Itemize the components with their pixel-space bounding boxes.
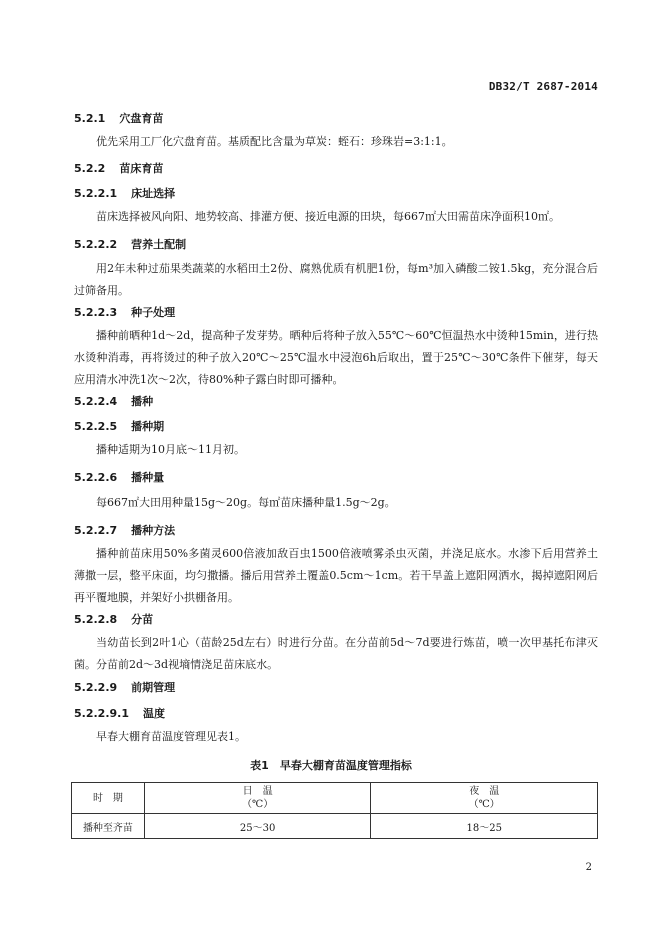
table-header-row xyxy=(72,783,598,814)
paragraph: 当幼苗长到2叶1心（苗龄25d左右）时进行分苗。在分苗前5d～7d要进行炼苗，喷一次甲基托布津灭菌。分苗前2d～3d视墒情浇足苗床底水。 xyxy=(74,636,598,671)
section-number: 5.2.2.8 xyxy=(74,613,118,626)
section-heading-5-2-2-7 xyxy=(74,523,598,539)
section-number: 5.2.2.7 xyxy=(74,524,118,537)
table-cell: 18～25 xyxy=(371,814,598,839)
section-heading-5-2-2-1 xyxy=(74,186,598,202)
section-title: 穴盘育苗 xyxy=(119,112,164,125)
section-number: 5.2.2 xyxy=(74,162,106,175)
section-number: 5.2.2.1 xyxy=(74,187,118,200)
section-title: 前期管理 xyxy=(131,681,176,694)
header-unit: （℃） xyxy=(468,799,500,810)
section-number: 5.2.2.6 xyxy=(74,471,118,484)
section-title: 播种期 xyxy=(131,420,165,433)
paragraph: 早春大棚育苗温度管理见表1。 xyxy=(96,730,246,743)
page-number: 2 xyxy=(585,862,592,873)
section-heading-5-2-2-2 xyxy=(74,237,598,253)
section-number: 5.2.1 xyxy=(74,112,106,125)
section-title: 床址选择 xyxy=(131,187,176,200)
header-label: 时 期 xyxy=(92,792,123,804)
paragraph: 每667㎡大田用种量15g～20g。每㎡苗床播种量1.5g～2g。 xyxy=(96,496,396,509)
section-heading-5-2-2-5 xyxy=(74,419,598,435)
table-caption: 表1 早春大棚育苗温度管理指标 xyxy=(250,759,412,772)
table-row xyxy=(72,814,598,839)
header-cell-period xyxy=(72,783,145,814)
header-cell-day-temp xyxy=(144,783,371,814)
section-number: 5.2.2.5 xyxy=(74,420,118,433)
section-number: 5.2.2.4 xyxy=(74,395,118,408)
section-heading-5-2-2-4 xyxy=(74,394,598,410)
document-code: DB32/T 2687-2014 xyxy=(488,80,598,93)
section-heading-5-2-2-3 xyxy=(74,305,598,321)
section-number: 5.2.2.3 xyxy=(74,306,118,319)
table-cell: 播种至齐苗 xyxy=(72,814,145,839)
section-title: 种子处理 xyxy=(131,306,176,319)
temperature-table xyxy=(71,782,598,839)
section-heading-5-2-1 xyxy=(74,111,598,127)
section-title: 播种量 xyxy=(131,471,165,484)
section-heading-5-2-2-9-1 xyxy=(74,706,598,722)
header-cell-night-temp xyxy=(371,783,598,814)
section-title: 温度 xyxy=(142,707,165,720)
section-title: 营养土配制 xyxy=(131,238,187,251)
paragraph: 播种适期为10月底～11月初。 xyxy=(96,443,245,456)
section-title: 分苗 xyxy=(131,613,154,626)
table-cell: 25～30 xyxy=(144,814,371,839)
section-number: 5.2.2.9.1 xyxy=(74,707,129,720)
header-label: 夜 温 xyxy=(469,786,500,797)
paragraph: 播种前苗床用50%多菌灵600倍液加敌百虫1500倍液喷雾杀虫灭菌，并浇足底水。水渗下后用营养土薄撒一层，整平床面，均匀撒播。播后用营养土覆盖0.5cm～1cm。若干旱盖上遮阳网洒水，揭掉遮阳网后再平覆地膜，并架好小拱棚备用。 xyxy=(74,547,598,604)
section-heading-5-2-2 xyxy=(74,161,598,177)
section-title: 苗床育苗 xyxy=(119,162,164,175)
header-unit: （℃） xyxy=(242,799,274,810)
section-title: 播种方法 xyxy=(131,524,176,537)
section-heading-5-2-2-8 xyxy=(74,612,598,628)
paragraph: 优先采用工厂化穴盘育苗。基质配比含量为草炭：蛭石：珍珠岩=3:1:1。 xyxy=(96,135,453,148)
paragraph: 用2年未种过茄果类蔬菜的水稻田土2份、腐熟优质有机肥1份，每m³加入磷酸二铵1.5kg，充分混合后过筛备用。 xyxy=(74,262,598,297)
section-number: 5.2.2.9 xyxy=(74,681,118,694)
paragraph: 苗床选择被风向阳、地势较高、排灌方便、接近电源的田块，每667㎡大田需苗床净面积10㎡。 xyxy=(96,210,560,223)
section-heading-5-2-2-6 xyxy=(74,470,598,486)
section-number: 5.2.2.2 xyxy=(74,238,118,251)
section-heading-5-2-2-9 xyxy=(74,680,598,696)
header-label: 日 温 xyxy=(242,786,273,797)
paragraph: 播种前晒种1d～2d，提高种子发芽势。晒种后将种子放入55℃～60℃恒温热水中烫种15min，进行热水烫种消毒，再将烫过的种子放入20℃～25℃温水中浸泡6h后取出，置于25℃～30℃条件下催芽，每天应用清水冲洗1次～2次，待80%种子露白时即可播种。 xyxy=(74,329,598,386)
section-title: 播种 xyxy=(131,395,154,408)
